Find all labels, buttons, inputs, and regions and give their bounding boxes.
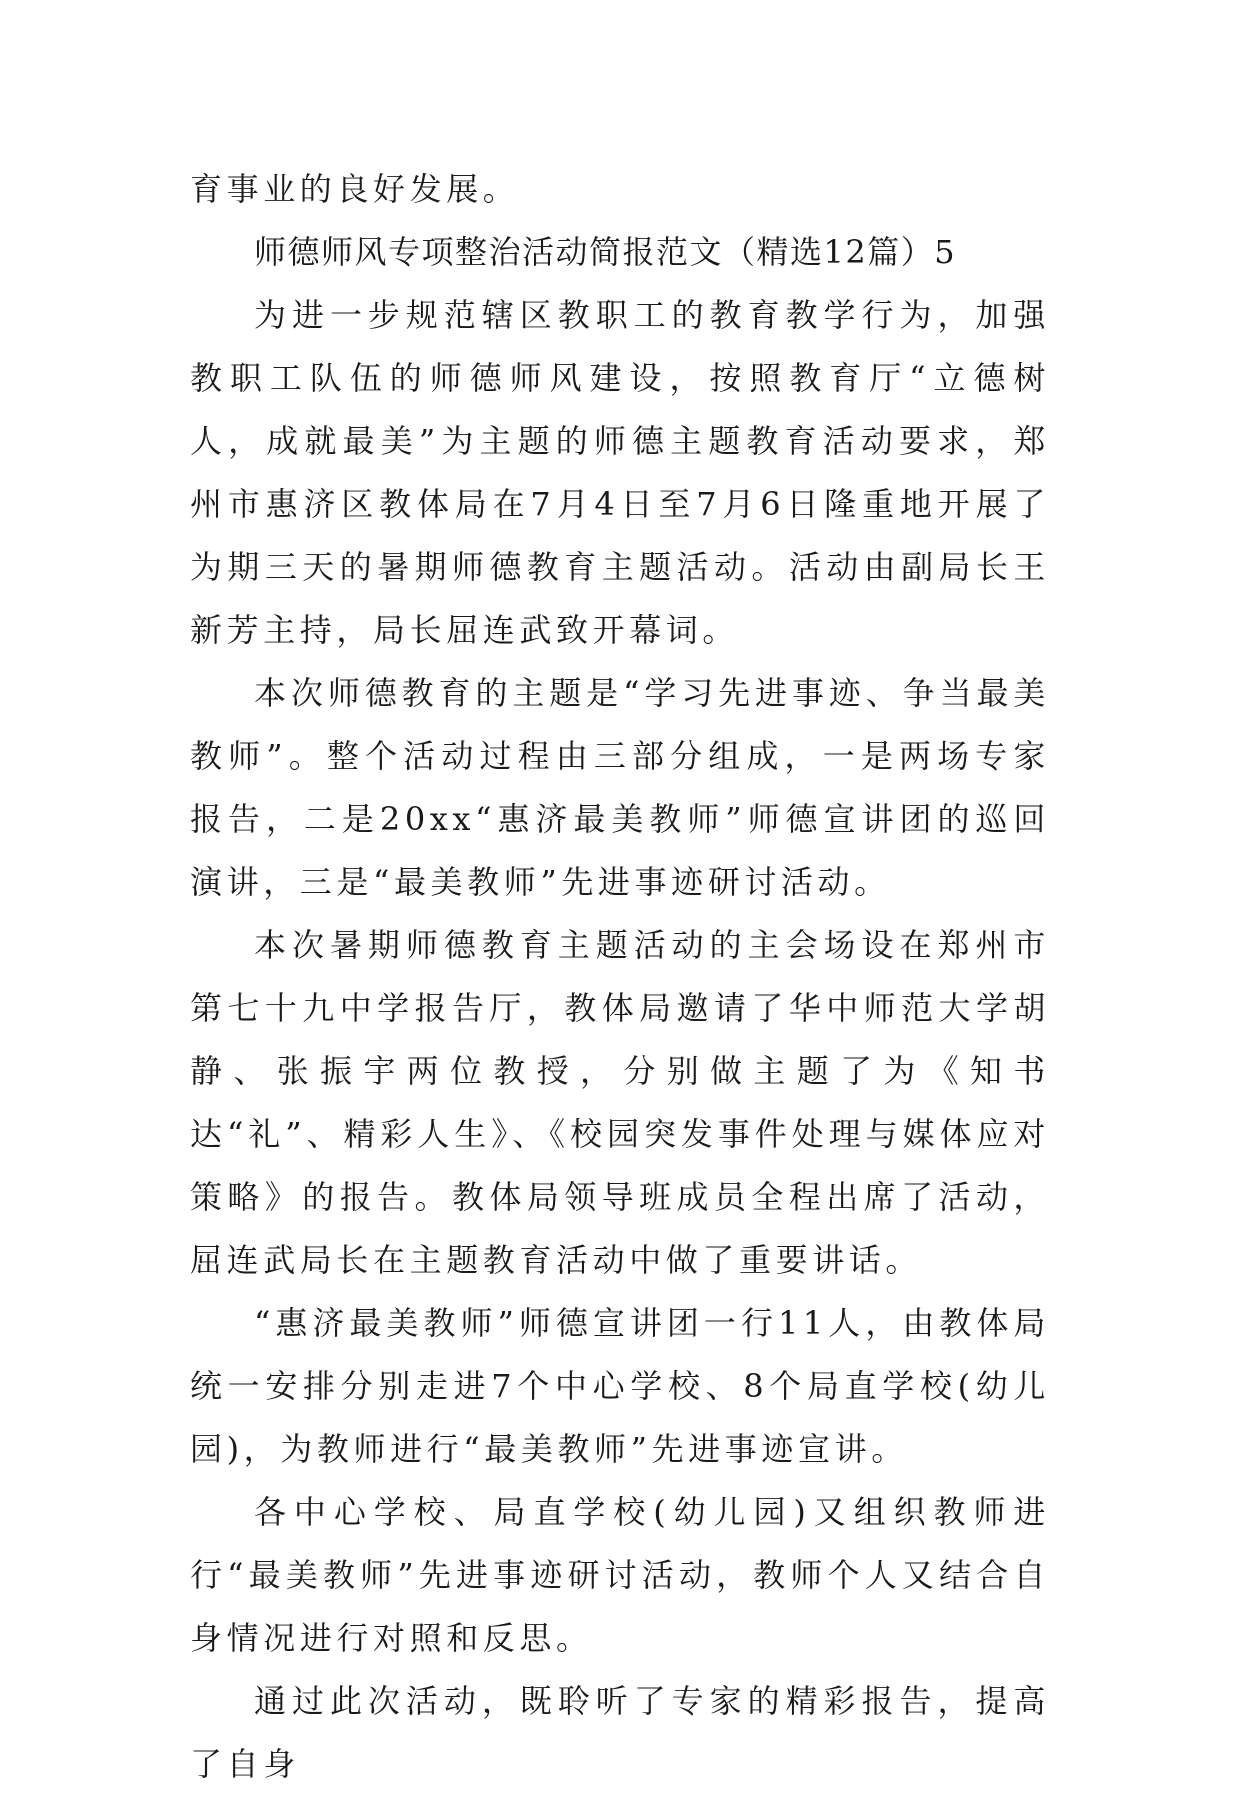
paragraph-discussion: 各中心学校、局直学校(幼儿园)又组织教师进行“最美教师”先进事迹研讨活动，教师个人又结合自身情况进行对照和反思。 <box>190 1493 1050 1657</box>
paragraph-lecture-group: “惠济最美教师”师德宣讲团一行11人，由教体局统一安排分别走进7个中心学校、8个局直学校(幼儿园)，为教师进行“最美教师”先进事迹宣讲。 <box>190 1304 1050 1468</box>
paragraph-continuation: 育事业的良好发展。 <box>190 170 520 208</box>
paragraph-theme: 本次师德教育的主题是“学习先进事迹、争当最美教师”。整个活动过程由三部分组成，一是两场专家报告，二是20xx“惠济最美教师”师德宣讲团的巡回演讲，三是“最美教师”先进事迹研讨活动。 <box>190 674 1050 901</box>
paragraph-conclusion: 通过此次活动，既聆听了专家的精彩报告，提高了自身 <box>190 1682 1050 1783</box>
paragraph-main-venue: 本次暑期师德教育主题活动的主会场设在郑州市第七十九中学报告厅，教体局邀请了华中师范大学胡静、张振宇两位教授，分别做主题了为《知书达“礼”、精彩人生》、《校园突发事件处理与媒体应对策略》的报告。教体局领导班成员全程出席了活动，屈连武局长在主题教育活动中做了重要讲话。 <box>190 926 1050 1279</box>
section-title: 师德师风专项整治活动简报范文（精选12篇）5 <box>254 233 957 271</box>
document-body <box>190 158 1050 1796</box>
paragraph-intro: 为进一步规范辖区教职工的教育教学行为，加强教职工队伍的师德师风建设，按照教育厅“立德树人，成就最美”为主题的师德主题教育活动要求，郑州市惠济区教体局在7月4日至7月6日隆重地开展了为期三天的暑期师德教育主题活动。活动由副局长王新芳主持，局长屈连武致开幕词。 <box>190 296 1050 649</box>
